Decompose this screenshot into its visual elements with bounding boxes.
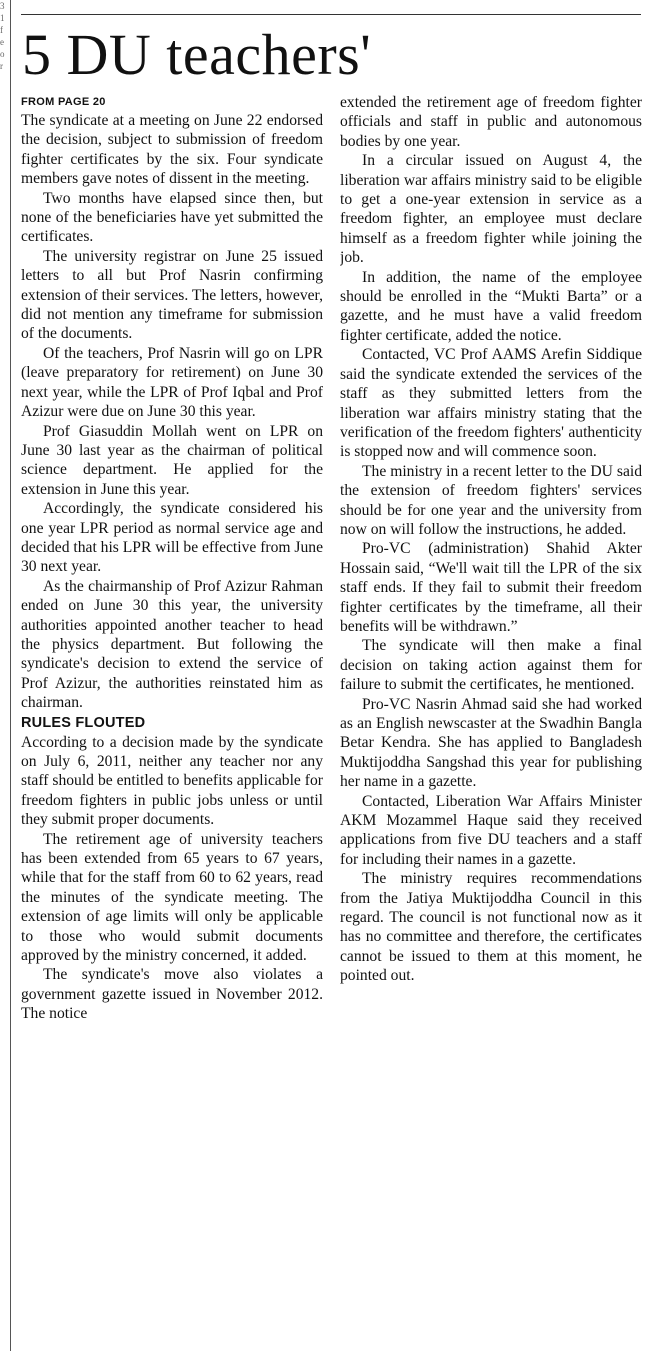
paragraph: In addition, the name of the employee should be enrolled in the “Mukti Barta” or a gazette, and he must have a valid freedom fighter certificate, added the notice. [340, 268, 642, 344]
paragraph: extended the retirement age of freedom fighter officials and staff in public and autonomous bodies by one year. [340, 94, 642, 150]
subheading-rules-flouted: RULES FLOUTED [21, 714, 146, 731]
headline: 5 DU teachers' [22, 22, 372, 87]
margin-fragment: r [0, 61, 3, 71]
margin-fragment: 1 [0, 13, 5, 23]
margin-fragment: f [0, 25, 3, 35]
paragraph: Accordingly, the syndicate considered his one year LPR period as normal service age and decided that his LPR will be effective from June 30 next year. [21, 500, 323, 576]
paragraph: In a circular issued on August 4, the liberation war affairs ministry said to be eligible to get a one-year extension in service as a freedom fighter, an employee must declare himself as a freedom fighter while joining the job. [340, 152, 642, 267]
paragraph: Contacted, Liberation War Affairs Minister AKM Mozammel Haque said they received applications from five DU teachers and a staff for including their names in a gazette. [340, 792, 642, 868]
article-column-left [21, 93, 323, 1348]
column-gutter [331, 95, 332, 1345]
paragraph: The syndicate's move also violates a government gazette issued in November 2012. The notice [21, 966, 323, 1023]
paragraph: Pro-VC (administration) Shahid Akter Hossain said, “We'll wait till the LPR of the six staff ends. If they fail to submit their freedom fighter certificates by the timeframe, all their benefits will be withdrawn.” [340, 540, 642, 635]
continuation-label: FROM PAGE 20 [21, 96, 106, 108]
paragraph: As the chairmanship of Prof Azizur Rahman ended on June 30 this year, the university authorities appointed another teacher to head the physics department. But following the syndicate's decision to extend the service of Prof Azizur, the authorities reinstated him as chairman. [21, 577, 323, 712]
top-rule [21, 14, 641, 15]
adjacent-column-fragments [0, 0, 9, 140]
paragraph: The syndicate will then make a final decision on taking action against them for failure to submit the certificates, he mentioned. [340, 637, 642, 694]
paragraph: The syndicate at a meeting on June 22 endorsed the decision, subject to submission of freedom fighter certificates by the six. Four syndicate members gave notes of dissent in the meeting. [21, 112, 323, 188]
paragraph: The retirement age of university teachers has been extended from 65 years to 67 years, while that for the staff from 60 to 62 years, read the minutes of the syndicate meeting. The extension of age limits will only be applicable to those who would submit documents approved by the ministry concerned, it added. [21, 830, 323, 965]
paragraph: Pro-VC Nasrin Ahmad said she had worked as an English newscaster at the Swadhin Bangla Betar Kendra. She has applied to Bangladesh Muktijoddha Sangshad this year for publishing her name in a gazette. [340, 695, 642, 791]
page-margin-rule [10, 0, 11, 1351]
article-column-right [340, 93, 642, 1348]
paragraph: The ministry in a recent letter to the DU said the extension of freedom fighters' services should be for one year and the university from now on will follow the instructions, he added. [340, 462, 642, 538]
paragraph: The university registrar on June 25 issued letters to all but Prof Nasrin confirming extension of their services. The letters, however, did not mention any timeframe for submission of the documents. [21, 247, 323, 343]
margin-fragment: o [0, 49, 5, 59]
paragraph: Of the teachers, Prof Nasrin will go on LPR (leave preparatory for retirement) on June 30 next year, while the LPR of Prof Iqbal and Prof Azizur were due on June 30 this year. [21, 344, 323, 421]
paragraph: Contacted, VC Prof AAMS Arefin Siddique said the syndicate extended the services of the staff as they submitted letters from the liberation war affairs ministry stating that the verification of the freedom fighters' authenticity is stopped now and will commence soon. [340, 346, 642, 461]
paragraph: The ministry requires recommendations from the Jatiya Muktijoddha Council in this regard. The council is not functional now as it has no committee and therefore, the certificates cannot be issued to them at this moment, he pointed out. [340, 870, 642, 985]
paragraph: Two months have elapsed since then, but none of the beneficiaries have yet submitted the certificates. [21, 189, 323, 246]
paragraph: According to a decision made by the syndicate on July 6, 2011, neither any teacher nor any staff should be entitled to benefits applicable for freedom fighters in public jobs unless or until they submit proper documents. [21, 733, 323, 829]
margin-fragment: 3 [0, 1, 5, 11]
paragraph: Prof Giasuddin Mollah went on LPR on June 30 last year as the chairman of political science department. He applied for the extension in June this year. [21, 422, 323, 498]
margin-fragment: e [0, 37, 4, 47]
